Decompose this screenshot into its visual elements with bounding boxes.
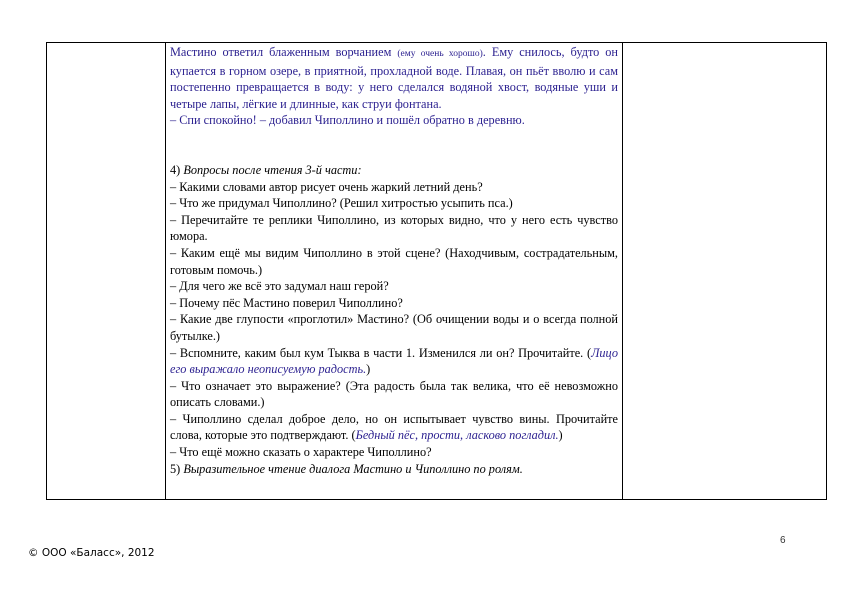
table-column-content xyxy=(166,43,622,499)
question-item: – Какими словами автор рисует очень жаркий летний день? xyxy=(170,179,483,194)
story-line: – Спи спокойно! – добавил Чиполлино и пошёл обратно в деревню. xyxy=(170,113,525,128)
page-number: 6 xyxy=(780,535,786,546)
copyright-footer: © ООО «Баласс», 2012 xyxy=(28,547,155,559)
question-item: – Вспомните, каким был кум Тыква в части 1. Изменился ли он? Прочитайте. (Лицо его выражало неописуемую радость.) xyxy=(170,345,618,377)
question-item: – Что ещё можно сказать о характере Чиполлино? xyxy=(170,445,432,460)
question-item: – Что же придумал Чиполлино? (Решил хитростью усыпить пса.) xyxy=(170,196,513,211)
question-item: – Каким ещё мы видим Чиполлино в этой сцене? (Находчивым, сострадательным, готовым помочь.) xyxy=(170,245,618,277)
question-item: – Чиполлино сделал доброе дело, но он испытывает чувство вины. Прочитайте слова, которые это подтверждают. (Бедный пёс, прости, ласково погладил.) xyxy=(170,411,618,443)
question-item: – Что означает это выражение? (Эта радость была так велика, что её невозможно описать словами.) xyxy=(170,378,618,410)
table-column-left xyxy=(47,43,166,499)
section-heading: 4) Вопросы после чтения 3-й части: xyxy=(170,162,362,177)
spacer xyxy=(170,129,618,162)
question-item: – Какие две глупости «проглотил» Мастино? (Об очищении воды и о всегда полной бутылке.) xyxy=(170,312,618,343)
aside-note: (ему очень хорошо) xyxy=(397,49,483,59)
quote: Лицо его выражало неописуемую радость. xyxy=(170,345,618,377)
lesson-table xyxy=(46,42,827,500)
section-heading: 5) Выразительное чтение диалога Мастино и Чиполлино по ролям. xyxy=(170,461,523,476)
question-item: – Для чего же всё это задумал наш герой? xyxy=(170,279,389,294)
story-paragraph: Мастино ответил блаженным ворчанием (ему очень хорошо). Ему снилось, будто он купается в горном озере, в приятной, прохладной воде. Плавая, он пьёт вволю и сам постепенно превращается в воду: у него сделался водяной хвост, водяные уши и четыре лапы, лёгкие и длинные, как струи фонтана. xyxy=(170,45,618,111)
question-item: – Перечитайте те реплики Чиполлино, из которых видно, что у него есть чувство юмора. xyxy=(170,212,618,244)
quote: Бедный пёс, прости, ласково погладил. xyxy=(355,428,559,443)
table-column-right xyxy=(622,43,826,499)
question-item: – Почему пёс Мастино поверил Чиполлино? xyxy=(170,295,403,310)
